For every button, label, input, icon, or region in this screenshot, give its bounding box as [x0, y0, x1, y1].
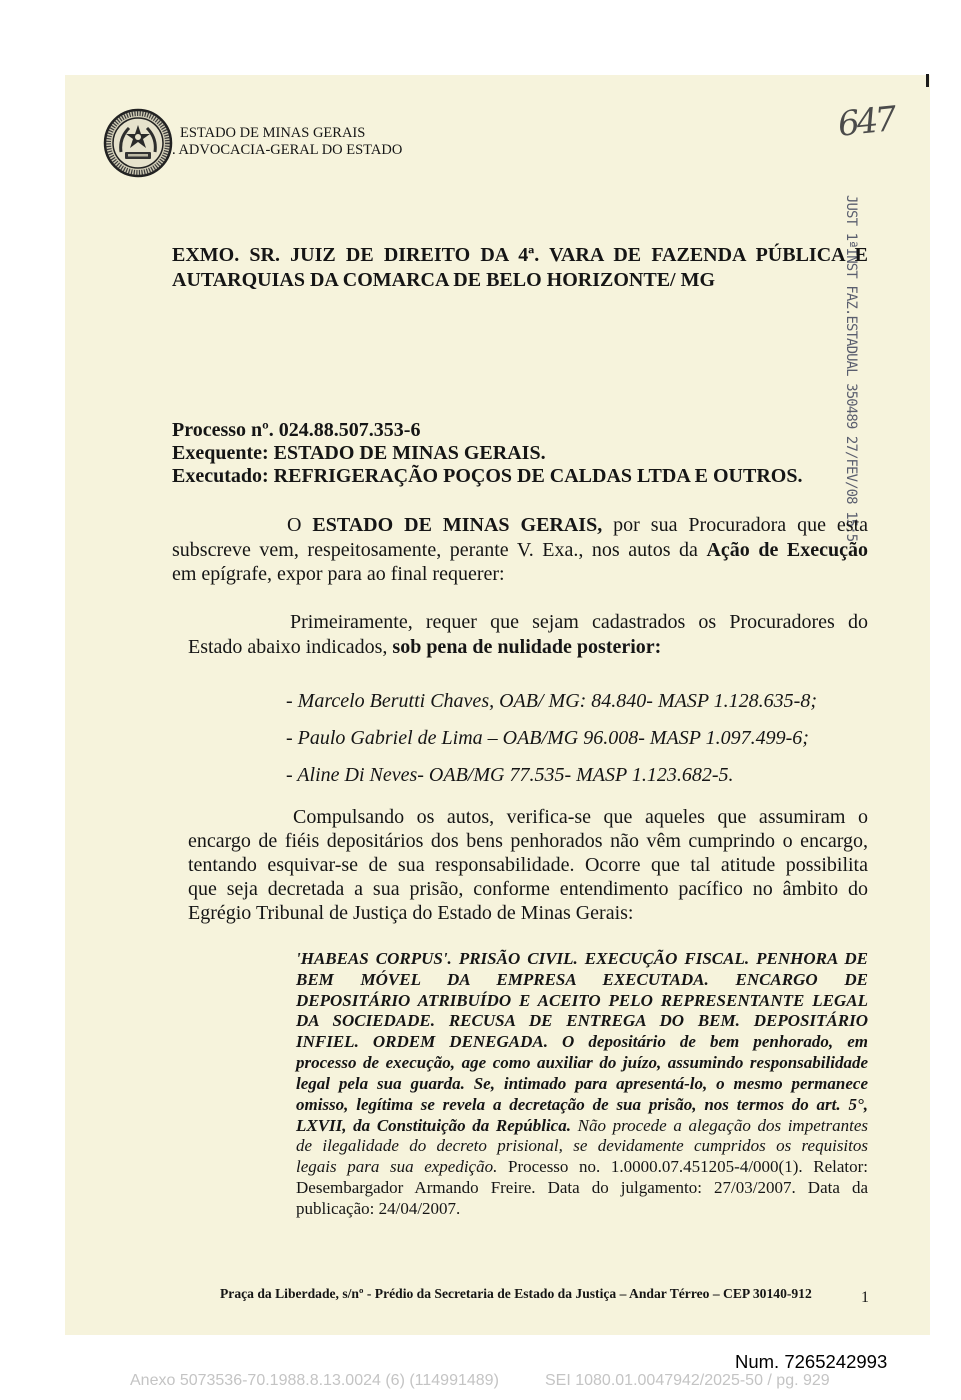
quote-line: Desembargador Armando Freire. Data do julgamento: 27/03/2007. Data da	[296, 1178, 868, 1198]
request-text: Estado abaixo indicados,	[188, 636, 388, 658]
quote-line: processo de execução, age como auxiliar do juízo, assumindo responsabilidade	[296, 1053, 868, 1073]
case-info	[172, 419, 868, 488]
list-item: - Marcelo Berutti Chaves, OAB/ MG: 84.840- MASP 1.128.635-8;	[286, 690, 818, 712]
argument-paragraph	[188, 805, 868, 925]
argument-line: tentando esquivar-se de sua responsabilidade. Ocorre que tal atitude possibilita	[188, 854, 868, 876]
quote-line: DEPOSITÁRIO ATRIBUÍDO E ACEITO PELO REPRESENTANTE LEGAL	[296, 990, 868, 1010]
request-paragraph	[188, 610, 868, 660]
quote-line: DA SOCIEDADE. RECUSA DE ENTREGA DO BEM. DEPOSITÁRIO	[296, 1011, 868, 1031]
quote-text: Não procede a alegação dos impetrantes	[577, 1115, 868, 1135]
quote-line	[296, 1157, 868, 1178]
intro-party-name: ESTADO DE MINAS GERAIS,	[312, 514, 603, 536]
scan-edge-mark	[926, 74, 929, 87]
quote-line: publicação: 24/04/2007.	[296, 1198, 461, 1218]
attorney-list	[286, 683, 817, 794]
quote-line: BEM MÓVEL DA EMPRESA EXECUTADA. ENCARGO DE	[296, 969, 868, 989]
org-name: ESTADO DE MINAS GERAIS	[180, 125, 366, 141]
addressee	[172, 243, 868, 293]
intro-text: subscreve vem, respeitosamente, perante V. Exa., nos autos da	[172, 538, 698, 561]
intro-line-1	[172, 513, 868, 538]
argument-line: encargo de fiéis depositários dos bens penhorados não vêm cumprindo o encargo,	[188, 830, 868, 852]
coat-of-arms-seal-icon	[103, 108, 173, 178]
quote-line: de ilegalidade do decreto prisional, se devidamente cumpridos os requisitos	[296, 1136, 868, 1156]
argument-line: Egrégio Tribunal de Justiça do Estado de Minas Gerais:	[188, 902, 634, 924]
request-emphasis: sob pena de nulidade posterior:	[392, 636, 662, 658]
quote-line: omisso, legítima se revela a decretação de sua prisão, nos termos do art. 5°,	[296, 1094, 868, 1114]
sei-reference: SEI 1080.01.0047942/2025-50 / pg. 929	[545, 1372, 830, 1389]
intro-action-name: Ação de Execução	[706, 538, 868, 561]
quote-line	[296, 1116, 868, 1137]
document-number: Num. 7265242993	[735, 1351, 888, 1372]
list-item: - Paulo Gabriel de Lima – OAB/MG 96.008- MASP 1.097.499-6;	[286, 727, 809, 749]
attachment-reference: Anexo 5073536-70.1988.8.13.0024 (6) (114991489)	[130, 1372, 499, 1389]
footer-address: Praça da Liberdade, s/nº - Prédio da Secretaria de Estado da Justiça – Andar Térreo – CEP 30140-912	[220, 1286, 812, 1301]
request-line-1: Primeiramente, requer que sejam cadastrados os Procuradores do	[290, 611, 868, 633]
page-number: 1	[861, 1289, 869, 1306]
exequente: Exequente: ESTADO DE MINAS GERAIS.	[172, 442, 546, 464]
intro-text: O	[287, 514, 302, 536]
jurisprudence-quote	[296, 949, 868, 1220]
intro-line-2	[172, 538, 868, 563]
quote-line: INFIEL. ORDEM DENEGADA. O depositário de bem penhorado, em	[296, 1032, 868, 1052]
protocol-stamp: JUST 1ªINST FAZ.ESTADUAL 350489 27/FEV/08 15:5	[843, 195, 859, 542]
quote-text: legais para sua expedição.	[296, 1157, 498, 1177]
list-item: - Aline Di Neves- OAB/MG 77.535- MASP 1.123.682-5.	[286, 764, 734, 786]
org-department: . ADVOCACIA-GERAL DO ESTADO	[172, 142, 403, 158]
intro-line-3: em epígrafe, expor para ao final requerer:	[172, 563, 505, 585]
process-number: Processo nº. 024.88.507.353-6	[172, 419, 421, 441]
quote-text: LXVII, da Constituição da República.	[296, 1115, 571, 1135]
executado: Executado: REFRIGERAÇÃO POÇOS DE CALDAS LTDA E OUTROS.	[172, 465, 803, 487]
handwritten-page-number: 647	[836, 99, 896, 145]
addressee-line-1: EXMO. SR. JUIZ DE DIREITO DA 4ª. VARA DE FAZENDA PÚBLICA E	[172, 244, 868, 266]
intro-paragraph	[172, 513, 868, 587]
argument-line: Compulsando os autos, verifica-se que aqueles que assumiram o	[293, 806, 868, 828]
addressee-line-2: AUTARQUIAS DA COMARCA DE BELO HORIZONTE/ MG	[172, 269, 716, 291]
quote-line: 'HABEAS CORPUS'. PRISÃO CIVIL. EXECUÇÃO FISCAL. PENHORA DE	[296, 949, 868, 968]
quote-citation: Processo no. 1.0000.07.451205-4/000(1). Relator:	[507, 1157, 869, 1177]
request-line-2	[188, 635, 868, 660]
intro-text: por sua Procuradora que esta	[613, 514, 869, 536]
argument-line: que seja decretada a sua prisão, conforme entendimento pacífico no âmbito do	[188, 878, 868, 900]
quote-line: legal pela sua guarda. Se, intimado para apresentá-lo, o mesmo permanece	[296, 1073, 868, 1093]
